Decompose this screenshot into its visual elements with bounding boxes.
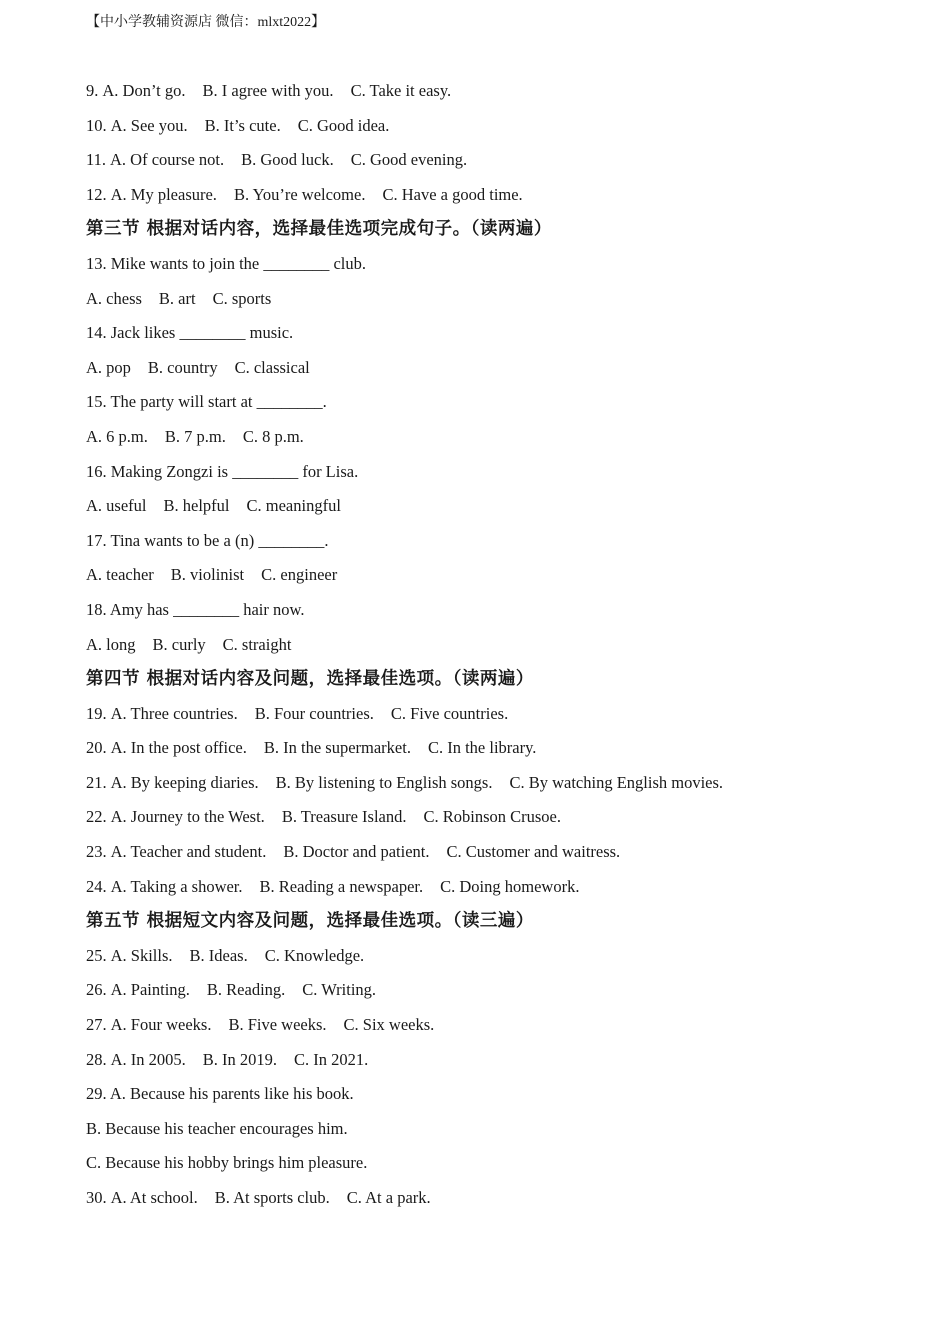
answer-option: A. Three countries. bbox=[110, 703, 238, 723]
question-number: 28. bbox=[86, 1049, 107, 1069]
answer-option: C. Five countries. bbox=[390, 703, 509, 723]
question-options bbox=[86, 113, 906, 148]
question-line: 17. Tina wants to be a (n) ________. bbox=[86, 530, 329, 550]
answer-option: C. Writing. bbox=[302, 980, 377, 1000]
answer-option: C. meaningful bbox=[246, 496, 341, 516]
answer-option: A. In the post office. bbox=[110, 738, 247, 758]
answer-option: A. Taking a shower. bbox=[110, 876, 243, 896]
answer-option: A. At school. bbox=[110, 1188, 198, 1207]
question-number: 19. bbox=[86, 703, 107, 723]
answer-option: B. In the supermarket. bbox=[263, 738, 411, 758]
answer-option: C. By watching English movies. bbox=[509, 772, 724, 792]
answer-option: C. Knowledge. bbox=[264, 945, 365, 965]
answer-option: C. At a park. bbox=[346, 1188, 431, 1207]
answer-option: B. curly bbox=[152, 634, 206, 654]
question-number: 10. bbox=[86, 115, 107, 135]
answer-option: A. useful bbox=[86, 496, 147, 516]
answer-option: A. By keeping diaries. bbox=[110, 772, 259, 792]
question-line: 15. The party will start at ________. bbox=[86, 392, 327, 412]
answer-option: A. teacher bbox=[86, 565, 154, 585]
answer-option: C. straight bbox=[222, 634, 292, 654]
answer-option: A. 6 p.m. bbox=[86, 426, 148, 446]
question-options bbox=[86, 839, 906, 874]
answer-option: B. country bbox=[147, 357, 218, 377]
answer-option: C. classical bbox=[234, 357, 310, 377]
question-number: 24. bbox=[86, 876, 107, 896]
question-number: 23. bbox=[86, 842, 107, 862]
answer-option: A. See you. bbox=[110, 115, 188, 135]
answer-option: C. Take it easy. bbox=[350, 81, 452, 100]
question-number: 20. bbox=[86, 738, 107, 758]
section-heading: 第四节 根据对话内容及问题，选择最佳选项。（读两遍） bbox=[86, 669, 534, 690]
question-options bbox=[86, 182, 906, 217]
answer-option: C. Customer and waitress. bbox=[446, 842, 621, 862]
question-options bbox=[86, 355, 906, 390]
answer-option: B. In 2019. bbox=[202, 1049, 278, 1069]
answer-option: C. sports bbox=[212, 288, 272, 308]
question-options bbox=[86, 977, 906, 1012]
answer-option: C. Good idea. bbox=[297, 115, 390, 135]
question-options bbox=[86, 493, 906, 528]
answer-option: B. I agree with you. bbox=[202, 81, 334, 100]
question-number: 12. bbox=[86, 184, 107, 204]
question-line: C. Because his hobby brings him pleasure. bbox=[86, 1153, 368, 1173]
answer-option: C. 8 p.m. bbox=[242, 426, 304, 446]
answer-option: C. Good evening. bbox=[350, 150, 468, 170]
answer-option: C. Six weeks. bbox=[343, 1015, 435, 1035]
question-options bbox=[86, 874, 906, 909]
question-number: 26. bbox=[86, 980, 107, 1000]
answer-option: C. engineer bbox=[261, 565, 338, 585]
answer-option: C. Have a good time. bbox=[382, 184, 523, 204]
answer-option: A. Of course not. bbox=[110, 150, 225, 170]
answer-option: A. My pleasure. bbox=[110, 184, 217, 204]
question-number: 27. bbox=[86, 1015, 107, 1035]
answer-option: B. Doctor and patient. bbox=[283, 842, 430, 862]
question-line: 13. Mike wants to join the ________ club. bbox=[86, 253, 367, 273]
question-number: 11. bbox=[86, 150, 107, 170]
answer-option: C. Robinson Crusoe. bbox=[423, 807, 561, 827]
answer-option: A. Skills. bbox=[110, 945, 173, 965]
answer-option: A. Don’t go. bbox=[102, 81, 186, 100]
answer-option: B. Five weeks. bbox=[228, 1015, 327, 1035]
question-line: B. Because his teacher encourages him. bbox=[86, 1118, 348, 1138]
answer-option: B. helpful bbox=[163, 496, 230, 516]
answer-option: A. pop bbox=[86, 357, 131, 377]
answer-option: B. At sports club. bbox=[214, 1188, 330, 1207]
answer-option: A. Four weeks. bbox=[110, 1015, 212, 1035]
answer-option: B. Ideas. bbox=[189, 945, 248, 965]
question-options bbox=[86, 770, 906, 805]
question-number: 21. bbox=[86, 772, 107, 792]
section-heading: 第三节 根据对话内容，选择最佳选项完成句子。（读两遍） bbox=[86, 219, 552, 240]
question-options bbox=[86, 562, 906, 597]
header-note: 【中小学教辅资源店 微信：mlxt2022】 bbox=[86, 15, 326, 30]
question-options bbox=[86, 735, 906, 770]
question-line: 18. Amy has ________ hair now. bbox=[86, 599, 305, 619]
question-options bbox=[86, 1012, 906, 1047]
question-options bbox=[86, 78, 906, 113]
answer-option: B. Four countries. bbox=[254, 703, 374, 723]
answer-option: B. art bbox=[158, 288, 196, 308]
answer-option: A. Journey to the West. bbox=[110, 807, 265, 827]
question-options bbox=[86, 1047, 906, 1082]
question-number: 25. bbox=[86, 945, 107, 965]
question-number: 22. bbox=[86, 807, 107, 827]
answer-option: A. In 2005. bbox=[110, 1049, 186, 1069]
answer-option: B. Treasure Island. bbox=[281, 807, 407, 827]
question-options bbox=[86, 424, 906, 459]
answer-option: B. Good luck. bbox=[241, 150, 334, 170]
answer-option: A. chess bbox=[86, 288, 142, 308]
section-heading: 第五节 根据短文内容及问题，选择最佳选项。（读三遍） bbox=[86, 911, 534, 932]
question-number: 9. bbox=[86, 81, 99, 100]
question-options bbox=[86, 286, 906, 321]
exam-content bbox=[86, 78, 906, 1220]
question-options bbox=[86, 701, 906, 736]
question-options bbox=[86, 632, 906, 667]
answer-option: C. In the library. bbox=[427, 738, 537, 758]
answer-option: B. You’re welcome. bbox=[233, 184, 366, 204]
answer-option: B. Reading. bbox=[206, 980, 286, 1000]
answer-option: B. Reading a newspaper. bbox=[259, 876, 424, 896]
answer-option: B. By listening to English songs. bbox=[275, 772, 493, 792]
answer-option: A. long bbox=[86, 634, 136, 654]
answer-option: A. Teacher and student. bbox=[110, 842, 267, 862]
question-options bbox=[86, 943, 906, 978]
answer-option: B. violinist bbox=[170, 565, 245, 585]
answer-option: A. Painting. bbox=[110, 980, 190, 1000]
question-line: 14. Jack likes ________ music. bbox=[86, 323, 294, 343]
question-line: 29. A. Because his parents like his book. bbox=[86, 1084, 354, 1104]
question-options bbox=[86, 1185, 906, 1220]
answer-option: C. Doing homework. bbox=[440, 876, 580, 896]
answer-option: B. It’s cute. bbox=[204, 115, 281, 135]
question-line: 16. Making Zongzi is ________ for Lisa. bbox=[86, 461, 359, 481]
answer-option: C. In 2021. bbox=[294, 1049, 369, 1069]
question-number: 30. bbox=[86, 1188, 107, 1207]
question-options bbox=[86, 147, 906, 182]
answer-option: B. 7 p.m. bbox=[164, 426, 226, 446]
question-options bbox=[86, 804, 906, 839]
